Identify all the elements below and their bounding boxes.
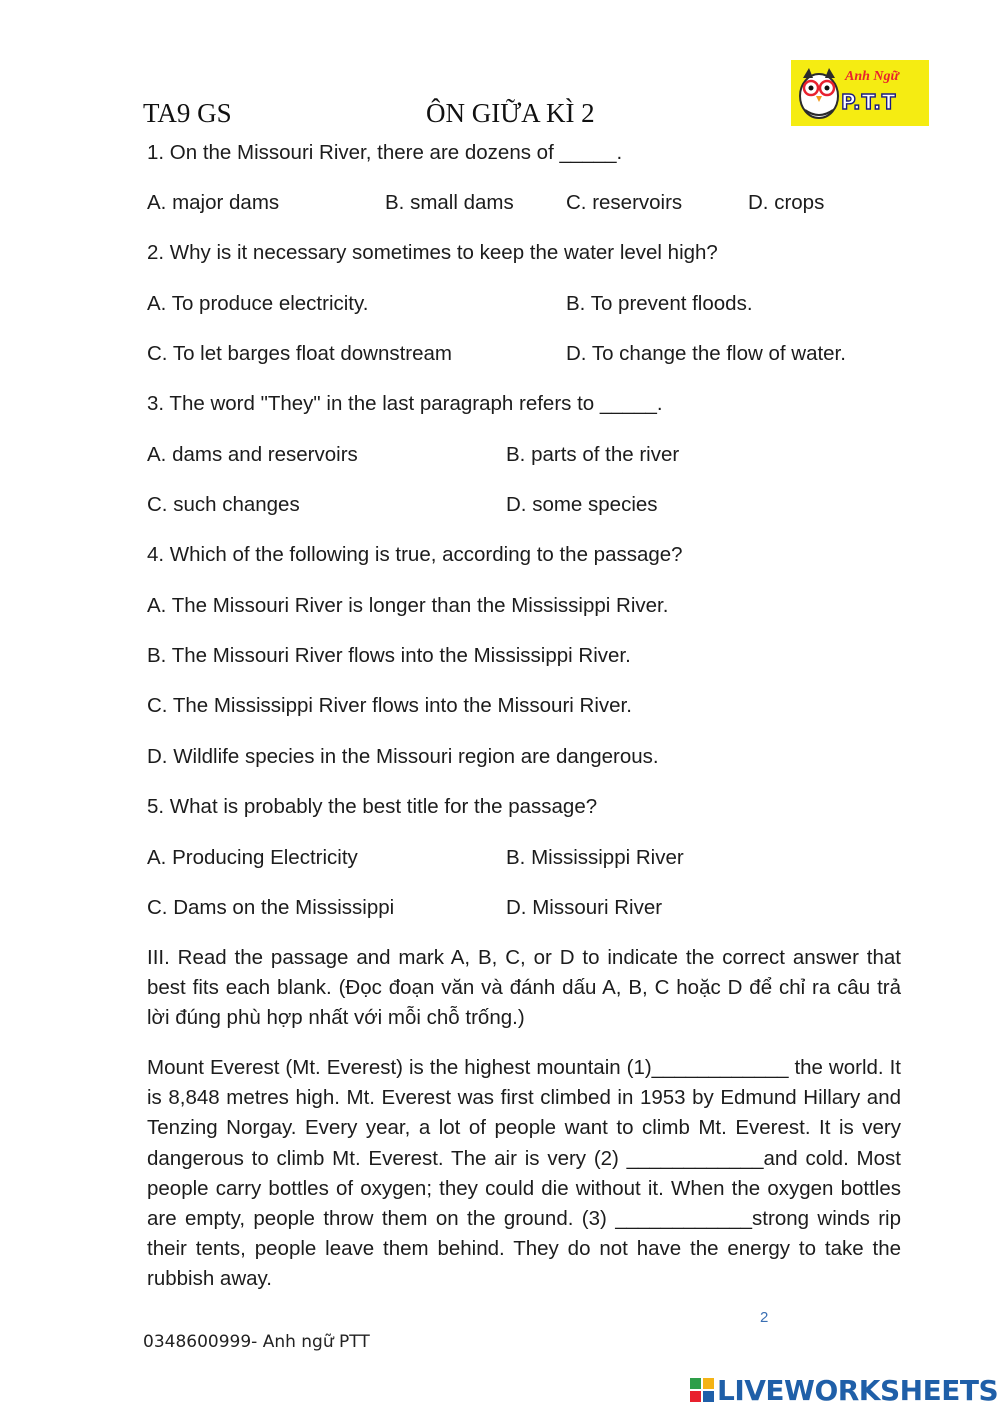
question-4-stem: 4. Which of the following is true, according to the passage? (147, 543, 683, 566)
question-4-option-b: B. The Missouri River flows into the Mississippi River. (147, 644, 631, 667)
question-1-option-c: C. reservoirs (566, 191, 683, 214)
question-2-option-b: B. To prevent floods. (566, 292, 753, 315)
question-1-option-b: B. small dams (385, 191, 514, 214)
question-5-option-c: C. Dams on the Mississippi (147, 896, 395, 919)
question-5-stem: 5. What is probably the best title for the passage? (147, 795, 598, 818)
question-5-option-b: B. Mississippi River (506, 846, 684, 869)
owl-icon (797, 66, 841, 120)
logo-text-bottom: P.T.T (841, 90, 897, 114)
question-4-option-d: D. Wildlife species in the Missouri region are dangerous. (147, 745, 659, 768)
question-3-option-a: A. dams and reservoirs (147, 443, 358, 466)
section-3-instruction: III. Read the passage and mark A, B, C, or D to indicate the correct answer that best fits each blank. (Đọc đoạn văn và đánh dấu A, B, C hoặc D để chỉ ra câu trả lời đúng phù hợp nhất với mỗi chỗ trống.) (147, 946, 901, 1030)
sheet-code: TA9 GS (143, 98, 232, 128)
question-3-option-c: C. such changes (147, 493, 300, 516)
question-2-option-d: D. To change the flow of water. (566, 342, 846, 365)
question-1-option-d: D. crops (748, 191, 825, 214)
question-3-option-d: D. some species (506, 493, 658, 516)
logo-text-top: Anh Ngữ (845, 69, 899, 84)
question-4-option-c: C. The Mississippi River flows into the Missouri River. (147, 694, 632, 717)
question-2-stem: 2. Why is it necessary sometimes to keep the water level high? (147, 241, 718, 264)
question-5-option-d: D. Missouri River (506, 896, 663, 919)
question-1-stem: 1. On the Missouri River, there are dozens of _____. (147, 141, 623, 164)
liveworksheets-wordmark: LIVEWORKSHEETS (717, 1374, 999, 1407)
question-2-option-a: A. To produce electricity. (147, 292, 369, 315)
question-4-option-a: A. The Missouri River is longer than the Mississippi River. (147, 594, 669, 617)
footer-contact: 0348600999- Anh ngữ PTT (143, 1332, 370, 1352)
question-3-stem: 3. The word "They" in the last paragraph refers to _____. (147, 392, 663, 415)
reading-passage: Mount Everest (Mt. Everest) is the highest mountain (1)____________ the world. It is 8,848 metres high. Mt. Everest was first climbed in 1953 by Edmund Hillary and Tenzing Norgay. Every year, a lot of people want to climb Mt. Everest. It is very dangerous to climb Mt. Everest. The air is very (2) ____________and cold. Most people carry bottles of oxygen; they could die without it. When the oxygen bottles are empty, people throw them on the ground. (3) ____________strong winds rip their tents, people leave them behind. They do not have the energy to take the rubbish away. (147, 1056, 901, 1291)
question-3-option-b: B. parts of the river (506, 443, 680, 466)
ptt-logo (791, 60, 929, 126)
page-number: 2 (760, 1309, 769, 1326)
question-2-option-c: C. To let barges float downstream (147, 342, 452, 365)
question-5-option-a: A. Producing Electricity (147, 846, 358, 869)
question-1-option-a: A. major dams (147, 191, 280, 214)
page-title: ÔN GIỮA KÌ 2 (426, 98, 595, 128)
liveworksheets-logo-icon (690, 1378, 714, 1402)
